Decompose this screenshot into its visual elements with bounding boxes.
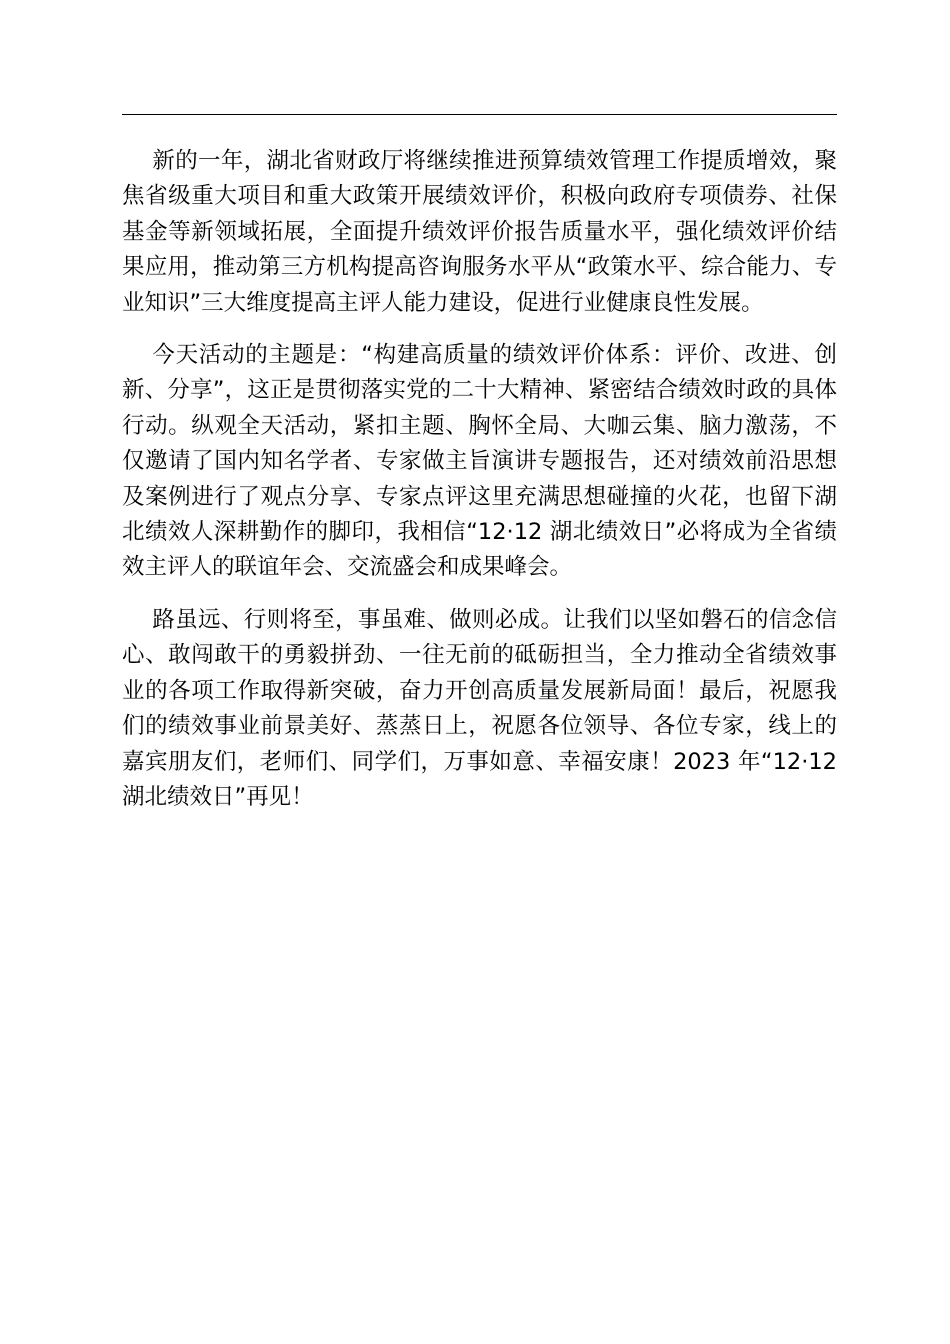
paragraph-closing: 路虽远、行则将至，事虽难、做则必成。让我们以坚如磐石的信念信心、敢闯敢干的勇毅拼劲、一往无前的砥砺担当，全力推动全省绩效事业的各项工作取得新突破，奋力开创高质量发展新局面！最后，祝愿我们的绩效事业前景美好、蒸蒸日上，祝愿各位领导、各位专家，线上的嘉宾朋友们，老师们、同学们，万事如意、幸福安康！2023 年“12·12 湖北绩效日”再见！ bbox=[122, 606, 837, 810]
body-text bbox=[122, 144, 837, 815]
paragraph-theme: 今天活动的主题是：“构建高质量的绩效评价体系：评价、改进、创新、分享”，这正是贯彻落实党的二十大精神、紧密结合绩效时政的具体行动。纵观全天活动，紧扣主题、胸怀全局、大咖云集、脑力激荡，不仅邀请了国内知名学者、专家做主旨演讲专题报告，还对绩效前沿思想及案例进行了观点分享、专家点评这里充满思想碰撞的火花，也留下湖北绩效人深耕勤作的脚印，我相信“12·12 湖北绩效日”必将成为全省绩效主评人的联谊年会、交流盛会和成果峰会。 bbox=[122, 342, 837, 581]
paragraph-outlook: 新的一年，湖北省财政厅将继续推进预算绩效管理工作提质增效，聚焦省级重大项目和重大政策开展绩效评价，积极向政府专项债券、社保基金等新领域拓展，全面提升绩效评价报告质量水平，强化绩效评价结果应用，推动第三方机构提高咨询服务水平从“政策水平、综合能力、专业知识”三大维度提高主评人能力建设，促进行业健康良性发展。 bbox=[122, 148, 837, 316]
header-rule bbox=[122, 114, 837, 115]
